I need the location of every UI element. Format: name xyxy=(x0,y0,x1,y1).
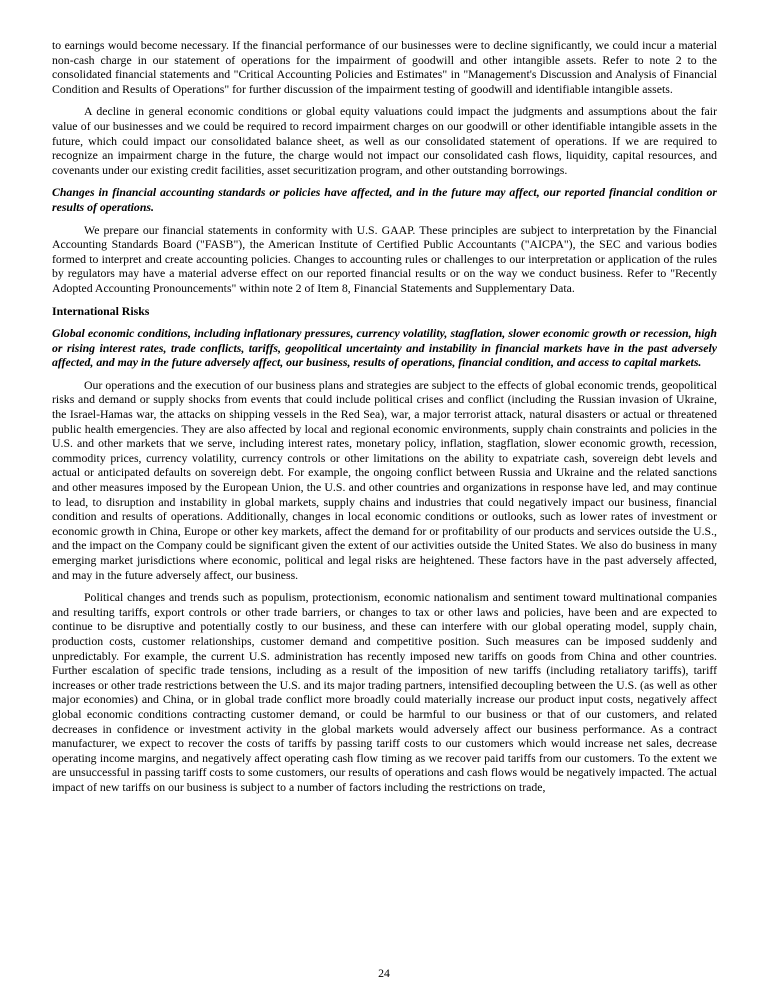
paragraph-political-changes-tariffs: Political changes and trends such as populism, protectionism, economic nationalism and sentiment toward multinational companies and resulting tariffs, export controls or other trade barriers, or changes to tax or other laws and policies, have been and are expected to continue to be disruptive and potentially costly to our business, and these can interfere with our global operating model, supply chain, production costs, customer relationships, customer demand and competitive position. Such measures can be imposed suddenly and unpredictably. For example, the current U.S. administration has recently imposed new tariffs on goods from China and other countries. Further escalation of specific trade tensions, including as a result of the imposition of new tariffs (including retaliatory tariffs), tariff increases or other trade restrictions between the U.S. and its major trading partners, intensified decoupling between the U.S. (as well as other major economies) and China, or in global trade conflict more broadly could materially increase our product input costs, negatively affect global economic conditions contracting customer demand, or could be harmful to our business or that of our customers, and related decreases in confidence or investment activity in the global markets would adversely affect our business performance. As a contract manufacturer, we expect to recover the costs of tariffs by passing tariff costs to our customers which would increase net sales, decrease operating income margins, and negatively affect operating cash flow timing as we recover paid tariffs from our customers. To the extent we are unsuccessful in passing tariff costs to some customers, our results of operations and cash flows would be negatively impacted. The actual impact of new tariffs on our business is subject to a number of factors including the restrictions on trade, xyxy=(52,590,718,794)
risk-heading-global-economic: Global economic conditions, including inflationary pressures, currency volatility, stagflation, slower economic growth or recession, high or rising interest rates, trade conflicts, tariffs, geopolitical uncertainty and instability in financial markets have in the past adversely affected, and may in the future adversely affect, our business, results of operations, financial condition, and access to capital markets. xyxy=(52,326,717,370)
page-number: 24 xyxy=(378,966,390,980)
paragraph-economic-decline: A decline in general economic conditions or global equity valuations could impact the judgments and assumptions about the fair value of our businesses and we could be required to record impairment charges on our goodwill or other identifiable intangible assets in the future, which could impact our consolidated balance sheet, as well as our consolidated statement of operations. If we are required to recognize an impairment charge in the future, the charge would not impact our consolidated cash flows, liquidity, capital resources, and covenants under our existing credit facilities, asset securitization program, and other outstanding borrowings. xyxy=(52,104,717,177)
risk-heading-accounting-standards: Changes in financial accounting standards or policies have affected, and in the future may affect, our reported financial condition or results of operations. xyxy=(52,185,717,214)
paragraph-goodwill-impairment: to earnings would become necessary. If the financial performance of our businesses were to decline significantly, we could incur a material non-cash charge in our statement of operations for the impairment of goodwill and other intangible assets. Refer to note 2 to the consolidated financial statements and "Critical Accounting Policies and Estimates" in "Management's Discussion and Analysis of Financial Condition and Results of Operations" for further discussion of the impairment testing of goodwill and identifiable intangible assets. xyxy=(52,38,717,96)
document-page xyxy=(52,38,717,795)
section-heading-international-risks: International Risks xyxy=(52,303,150,318)
paragraph-gaap: We prepare our financial statements in conformity with U.S. GAAP. These principles are subject to interpretation by the Financial Accounting Standards Board ("FASB"), the American Institute of Certified Public Accountants ("AICPA"), the SEC and various bodies formed to interpret and create accounting policies. Changes to accounting rules or challenges to our interpretation or application of the rules by regulators may have a material adverse effect on our reported financial results or on the way we conduct business. Refer to "Recently Adopted Accounting Pronouncements" within note 2 of Item 8, Financial Statements and Supplementary Data. xyxy=(52,222,717,295)
paragraph-operations-global-trends: Our operations and the execution of our business plans and strategies are subject to the effects of global economic trends, geopolitical risks and demand or supply shocks from events that could include political crises and conflict (including the Russian invasion of Ukraine, the Israel-Hamas war, the attacks on shipping vessels in the Red Sea), war, a major terrorist attack, natural disasters or actual or threatened public health emergencies. They are also affected by local and regional economic environments, supply chain constraints and policies in the U.S. and other markets that we serve, including interest rates, monetary policy, inflation, stagflation, slower economic growth, recession, commodity prices, currency volatility, currency controls or other limitations on the ability to expatriate cash, sovereign debt levels and actual or anticipated defaults on sovereign debt. For example, the ongoing conflict between Russia and Ukraine and the related sanctions and other measures imposed by the European Union, the U.S. and other countries and organizations in response have led, and may continue to lead, to disruption and instability in global markets, supply chains and industries that could negatively impact our business, financial condition and results of operations. Additionally, changes in local economic conditions or outlooks, such as lower rates of investment or economic growth in China, Europe or other key markets, affect the demand for or profitability of our products and services outside the U.S., and the impact on the Company could be significant given the extent of our activities outside the United States. We also do business in many emerging market jurisdictions where economic, political and legal risks are heightened. These factors have in the past adversely affected, and may in the future adversely affect, our business. xyxy=(52,377,717,582)
